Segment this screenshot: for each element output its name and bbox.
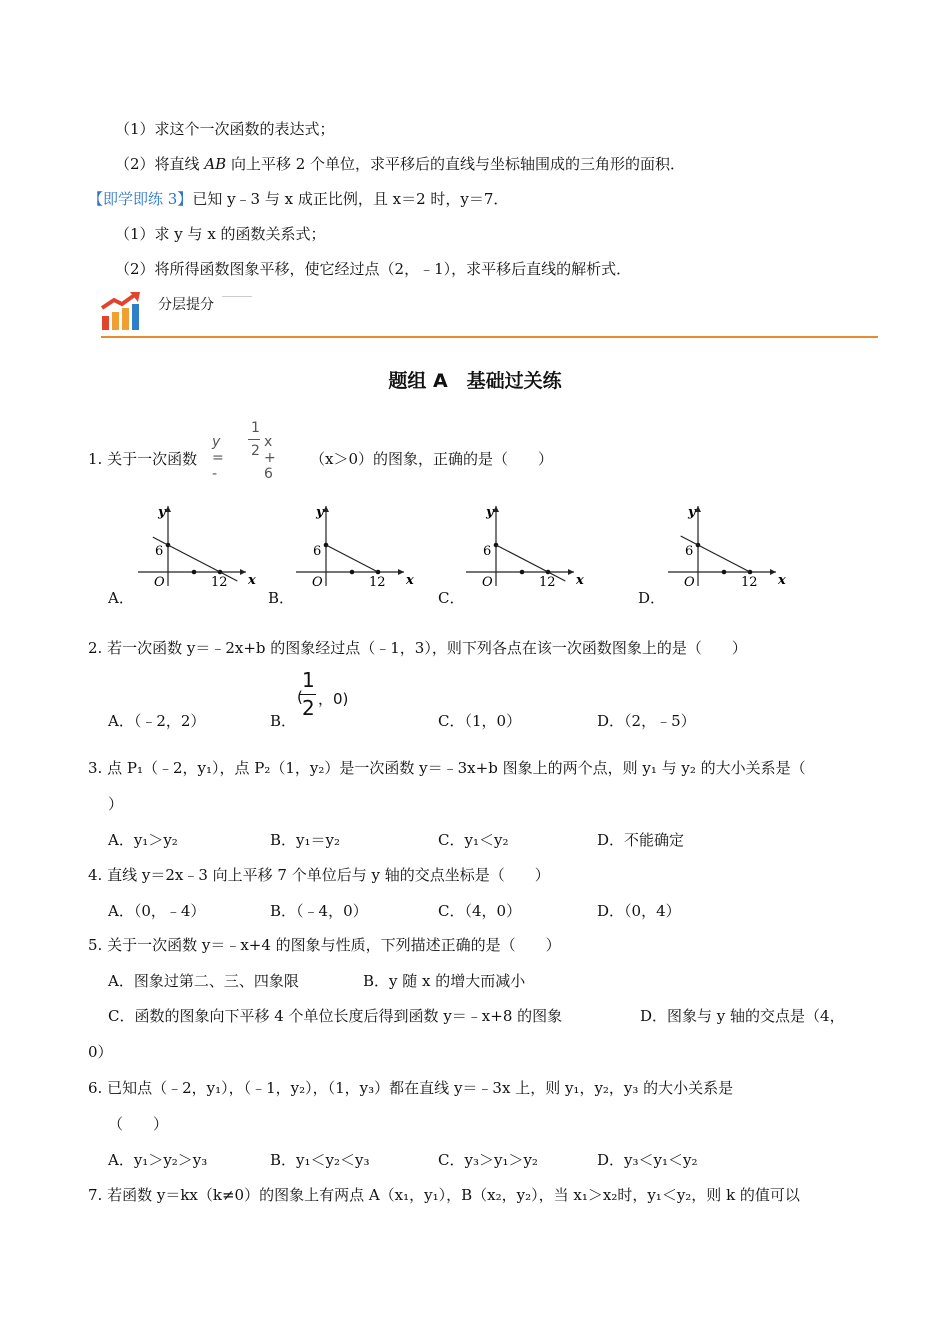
q3-option-a[interactable]: A．y₁＞y₂ xyxy=(108,831,178,849)
x-axis-label: x xyxy=(778,573,786,588)
y-axis-arrow xyxy=(493,506,499,512)
x-tick-label: 12 xyxy=(741,575,758,590)
y-tick-label: 6 xyxy=(313,544,322,559)
q1-option-c[interactable]: C． xyxy=(438,589,465,607)
mid-dot xyxy=(350,570,355,575)
x-tick-label: 12 xyxy=(369,575,386,590)
q2-b-rest: ，0) xyxy=(318,690,349,708)
q2-stem: 2. 若一次函数 y＝﹣2x+b 的图象经过点（﹣1，3），则下列各点在该一次函数图象上的是（ ） xyxy=(88,639,747,657)
x-axis-label: x xyxy=(406,573,414,588)
q1-formula-rest: x + 6 xyxy=(264,434,276,482)
q6-option-d[interactable]: D．y₃＜y₁＜y₂ xyxy=(597,1151,698,1169)
mid-dot xyxy=(520,570,525,575)
x-axis-arrow xyxy=(398,569,404,575)
section-divider xyxy=(101,336,878,338)
q1-formula-y: y = - xyxy=(212,434,224,482)
q1-formula-bar xyxy=(248,439,260,440)
origin-label: O xyxy=(482,575,493,590)
q4-option-a[interactable]: A．（0，﹣4） xyxy=(108,902,206,920)
q7-stem: 7. 若函数 y＝kx（k≠0）的图象上有两点 A（x₁，y₁），B（x₂，y₂），当 x₁＞x₂时，y₁＜y₂，则 k 的值可以 xyxy=(88,1186,800,1204)
y-axis-label: y xyxy=(316,505,324,520)
section-title: 题组 A 基础过关练 xyxy=(388,370,562,392)
x-tick-label: 12 xyxy=(539,575,556,590)
q5-option-b[interactable]: B．y 随 x 的增大而减小 xyxy=(363,972,526,990)
q5-option-a[interactable]: A．图象过第二、三、四象限 xyxy=(108,972,299,990)
x-axis-label: x xyxy=(248,573,256,588)
q2-b-den: 2 xyxy=(302,696,315,720)
q6-option-b[interactable]: B．y₁＜y₂＜y₃ xyxy=(270,1151,370,1169)
y-axis-arrow xyxy=(323,506,329,512)
q1-formula-num: 1 xyxy=(251,420,260,436)
q6-stem-close: （ ） xyxy=(108,1115,169,1133)
practice-p2: （2）将所得函数图象平移，使它经过点（2，﹣1），求平移后直线的解析式． xyxy=(115,260,632,278)
q3-stem: 3. 点 P₁（﹣2，y₁），点 P₂（1，y₂）是一次函数 y＝﹣3x+b 图象上的两个点，则 y₁ 与 y₂ 的大小关系是（ xyxy=(88,759,806,777)
bar-icon-1 xyxy=(102,316,109,330)
origin-label: O xyxy=(684,575,695,590)
q6-option-a[interactable]: A．y₁＞y₂＞y₃ xyxy=(108,1151,208,1169)
y-tick-label: 6 xyxy=(483,544,492,559)
q6-stem: 6. 已知点（﹣2，y₁），（﹣1，y₂），（1，y₃）都在直线 y＝﹣3x 上，则 y₁，y₂，y₃ 的大小关系是 xyxy=(88,1079,734,1097)
q5-option-d-cont: 0） xyxy=(88,1043,113,1061)
graph-c xyxy=(456,497,596,597)
q5-option-c[interactable]: C．函数的图象向下平移 4 个单位长度后得到函数 y＝﹣x+8 的图象 xyxy=(108,1007,563,1025)
graph-b xyxy=(286,497,426,597)
q2-b-paren: ( xyxy=(297,688,303,706)
mid-dot xyxy=(192,570,197,575)
x-axis-arrow xyxy=(240,569,246,575)
q4-option-d[interactable]: D．（0，4） xyxy=(597,902,681,920)
q1-option-b[interactable]: B． xyxy=(268,589,295,607)
top-q2-var: AB xyxy=(204,155,227,173)
x-tick-label: 12 xyxy=(211,575,228,590)
y-axis-label: y xyxy=(486,505,494,520)
practice-text: 已知 y﹣3 与 x 成正比例，且 x＝2 时，y＝7． xyxy=(192,190,509,208)
q4-option-b[interactable]: B．（﹣4，0） xyxy=(270,902,368,920)
origin-label: O xyxy=(312,575,323,590)
practice-p1: （1）求 y 与 x 的函数关系式； xyxy=(115,225,326,243)
q2-b-num: 1 xyxy=(302,668,315,692)
q3-option-c[interactable]: C．y₁＜y₂ xyxy=(438,831,509,849)
q1-option-d[interactable]: D． xyxy=(638,589,666,607)
y-axis-arrow xyxy=(165,506,171,512)
banner-label: 分层提分 xyxy=(158,297,214,313)
graph-a xyxy=(128,497,268,597)
q4-stem: 4. 直线 y＝2x﹣3 向上平移 7 个单位后与 y 轴的交点坐标是（ ） xyxy=(88,866,550,884)
bar-icon-3 xyxy=(122,308,129,330)
q1-option-a[interactable]: A． xyxy=(108,589,134,607)
origin-label: O xyxy=(154,575,165,590)
q3-option-d[interactable]: D．不能确定 xyxy=(597,831,685,849)
bar-icon-2 xyxy=(112,312,119,330)
graph-d xyxy=(658,497,798,597)
growth-chart-icon xyxy=(100,290,146,332)
function-line xyxy=(326,545,378,572)
y-tick-label: 6 xyxy=(155,544,164,559)
q6-option-c[interactable]: C．y₃＞y₁＞y₂ xyxy=(438,1151,538,1169)
q4-option-c[interactable]: C．（4，0） xyxy=(438,902,522,920)
mid-dot xyxy=(722,570,727,575)
top-q1: （1）求这个一次函数的表达式； xyxy=(115,120,335,138)
q2-option-b-label: B． xyxy=(270,712,297,730)
bar-icon-4 xyxy=(132,304,139,330)
q1-stem-post: （x＞0）的图象，正确的是（ ） xyxy=(310,450,554,468)
q5-stem: 5. 关于一次函数 y＝﹣x+4 的图象与性质，下列描述正确的是（ ） xyxy=(88,936,561,954)
q3-option-b[interactable]: B．y₁＝y₂ xyxy=(270,831,340,849)
top-q2 xyxy=(115,154,685,174)
top-q2-pre: （2）将直线 xyxy=(115,155,205,173)
q1-formula-den: 2 xyxy=(251,443,260,459)
q2-option-b[interactable] xyxy=(270,711,296,731)
y-axis-label: y xyxy=(688,505,696,520)
banner-short-rule xyxy=(222,296,252,297)
y-axis-arrow xyxy=(695,506,701,512)
x-axis-label: x xyxy=(576,573,584,588)
x-axis-arrow xyxy=(568,569,574,575)
q5-option-d[interactable]: D．图象与 y 轴的交点是（4， xyxy=(640,1007,845,1025)
y-axis-label: y xyxy=(158,505,166,520)
trend-arrow-icon xyxy=(102,294,136,308)
x-axis-arrow xyxy=(770,569,776,575)
practice-label: 【即学即练 3】 xyxy=(88,190,193,208)
q2-option-d[interactable]: D．（2，﹣5） xyxy=(597,712,696,730)
practice-line xyxy=(88,189,508,209)
q2-option-c[interactable]: C．（1，0） xyxy=(438,712,522,730)
q1-stem-pre: 1. 关于一次函数 xyxy=(88,450,198,468)
q2-option-a[interactable]: A．（﹣2，2） xyxy=(108,712,206,730)
y-tick-label: 6 xyxy=(685,544,694,559)
top-q2-post: 向上平移 2 个单位，求平移后的直线与坐标轴围成的三角形的面积． xyxy=(226,155,686,173)
q3-stem-close: ） xyxy=(108,795,124,813)
